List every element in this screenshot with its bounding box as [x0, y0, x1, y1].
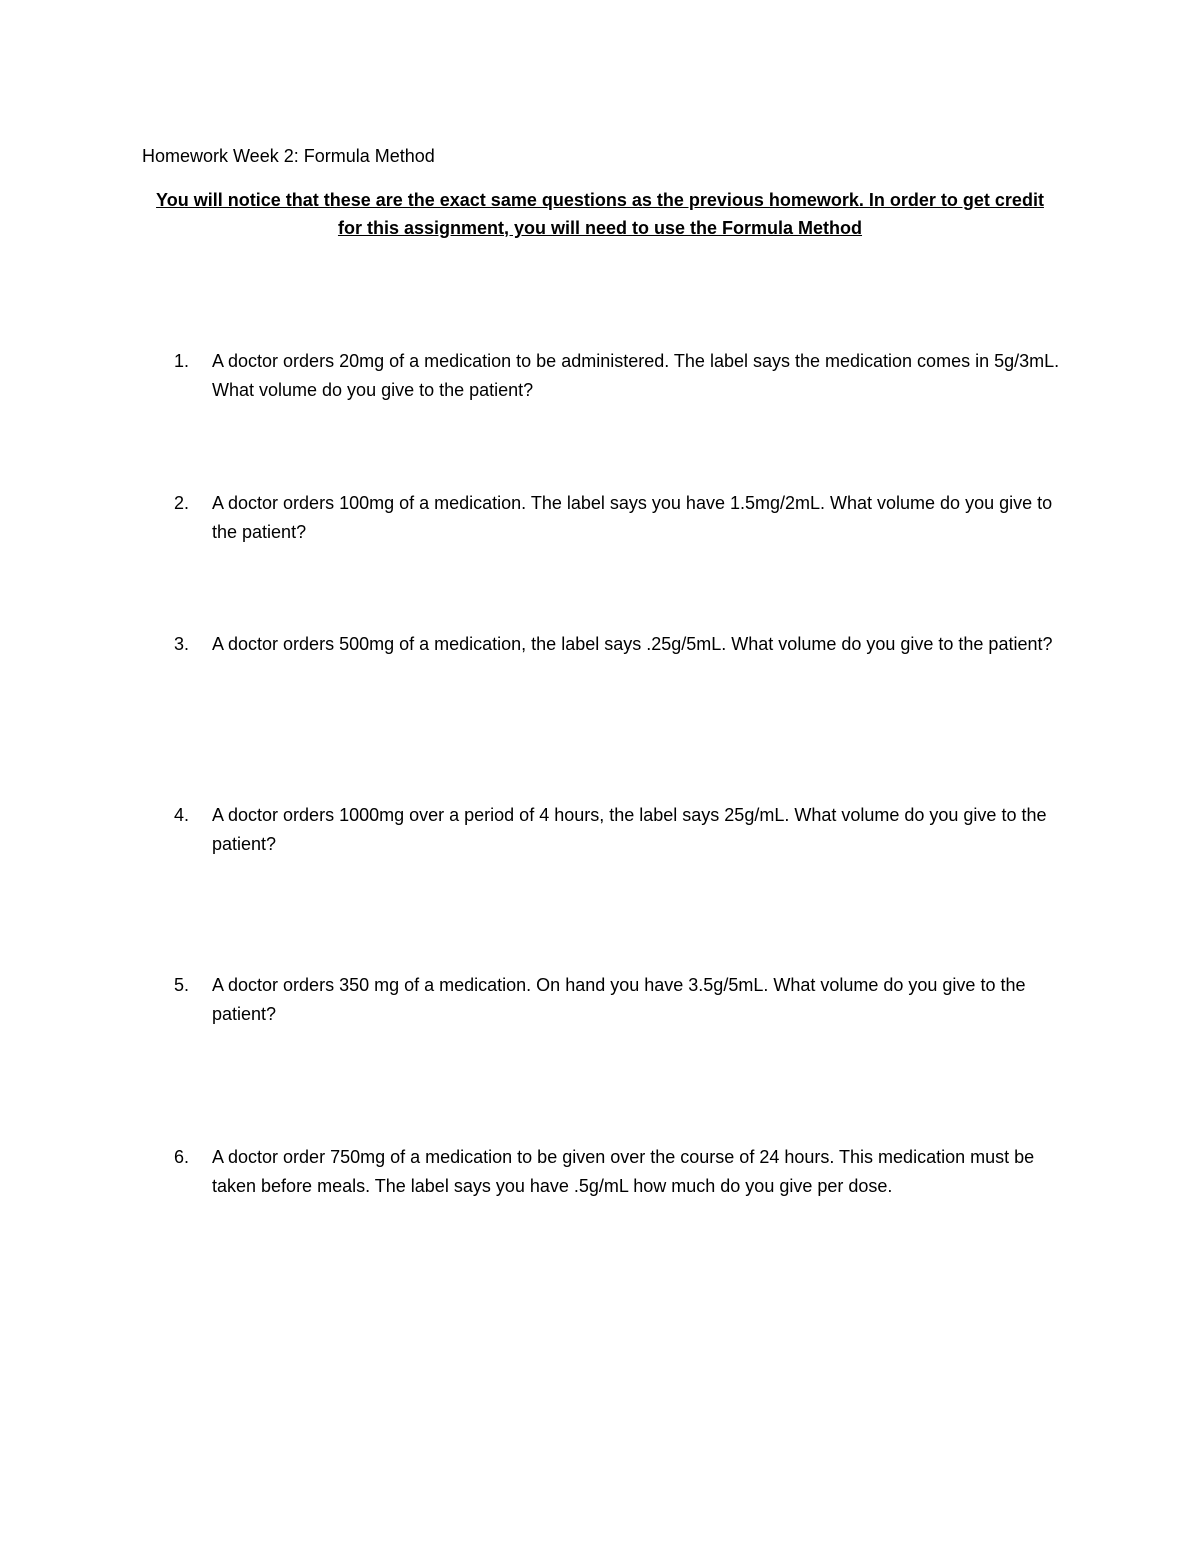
question-text: A doctor orders 100mg of a medication. The label says you have 1.5mg/2mL. What volume do you give to the patient? [212, 493, 1053, 542]
question-text: A doctor orders 1000mg over a period of 4 hours, the label says 25g/mL. What volume do you give to the patient? [212, 805, 1047, 854]
question-text: A doctor orders 500mg of a medication, the label says .25g/5mL. What volume do you give to the patient? [212, 634, 1053, 654]
question-number: 2. [174, 493, 190, 513]
document-title: Homework Week 2: Formula Method [142, 146, 435, 166]
question-number: 1. [174, 351, 190, 371]
question-number: 3. [174, 634, 190, 654]
question-text: A doctor orders 350 mg of a medication. On hand you have 3.5g/5mL. What volume do you give to the patient? [212, 975, 1026, 1024]
question-number: 4. [174, 805, 190, 825]
question-number: 5. [174, 975, 190, 995]
instruction-notice: You will notice that these are the exact same questions as the previous homework. In order to get credit for this assignment, you will need to use the Formula Method [156, 190, 1044, 238]
question-text: A doctor order 750mg of a medication to be given over the course of 24 hours. This medication must be taken before meals. The label says you have .5g/mL how much do you give per dose. [212, 1147, 1035, 1196]
question-number: 6. [174, 1147, 190, 1167]
question-text: A doctor orders 20mg of a medication to be administered. The label says the medication comes in 5g/3mL. What volume do you give to the patient? [212, 351, 1060, 400]
